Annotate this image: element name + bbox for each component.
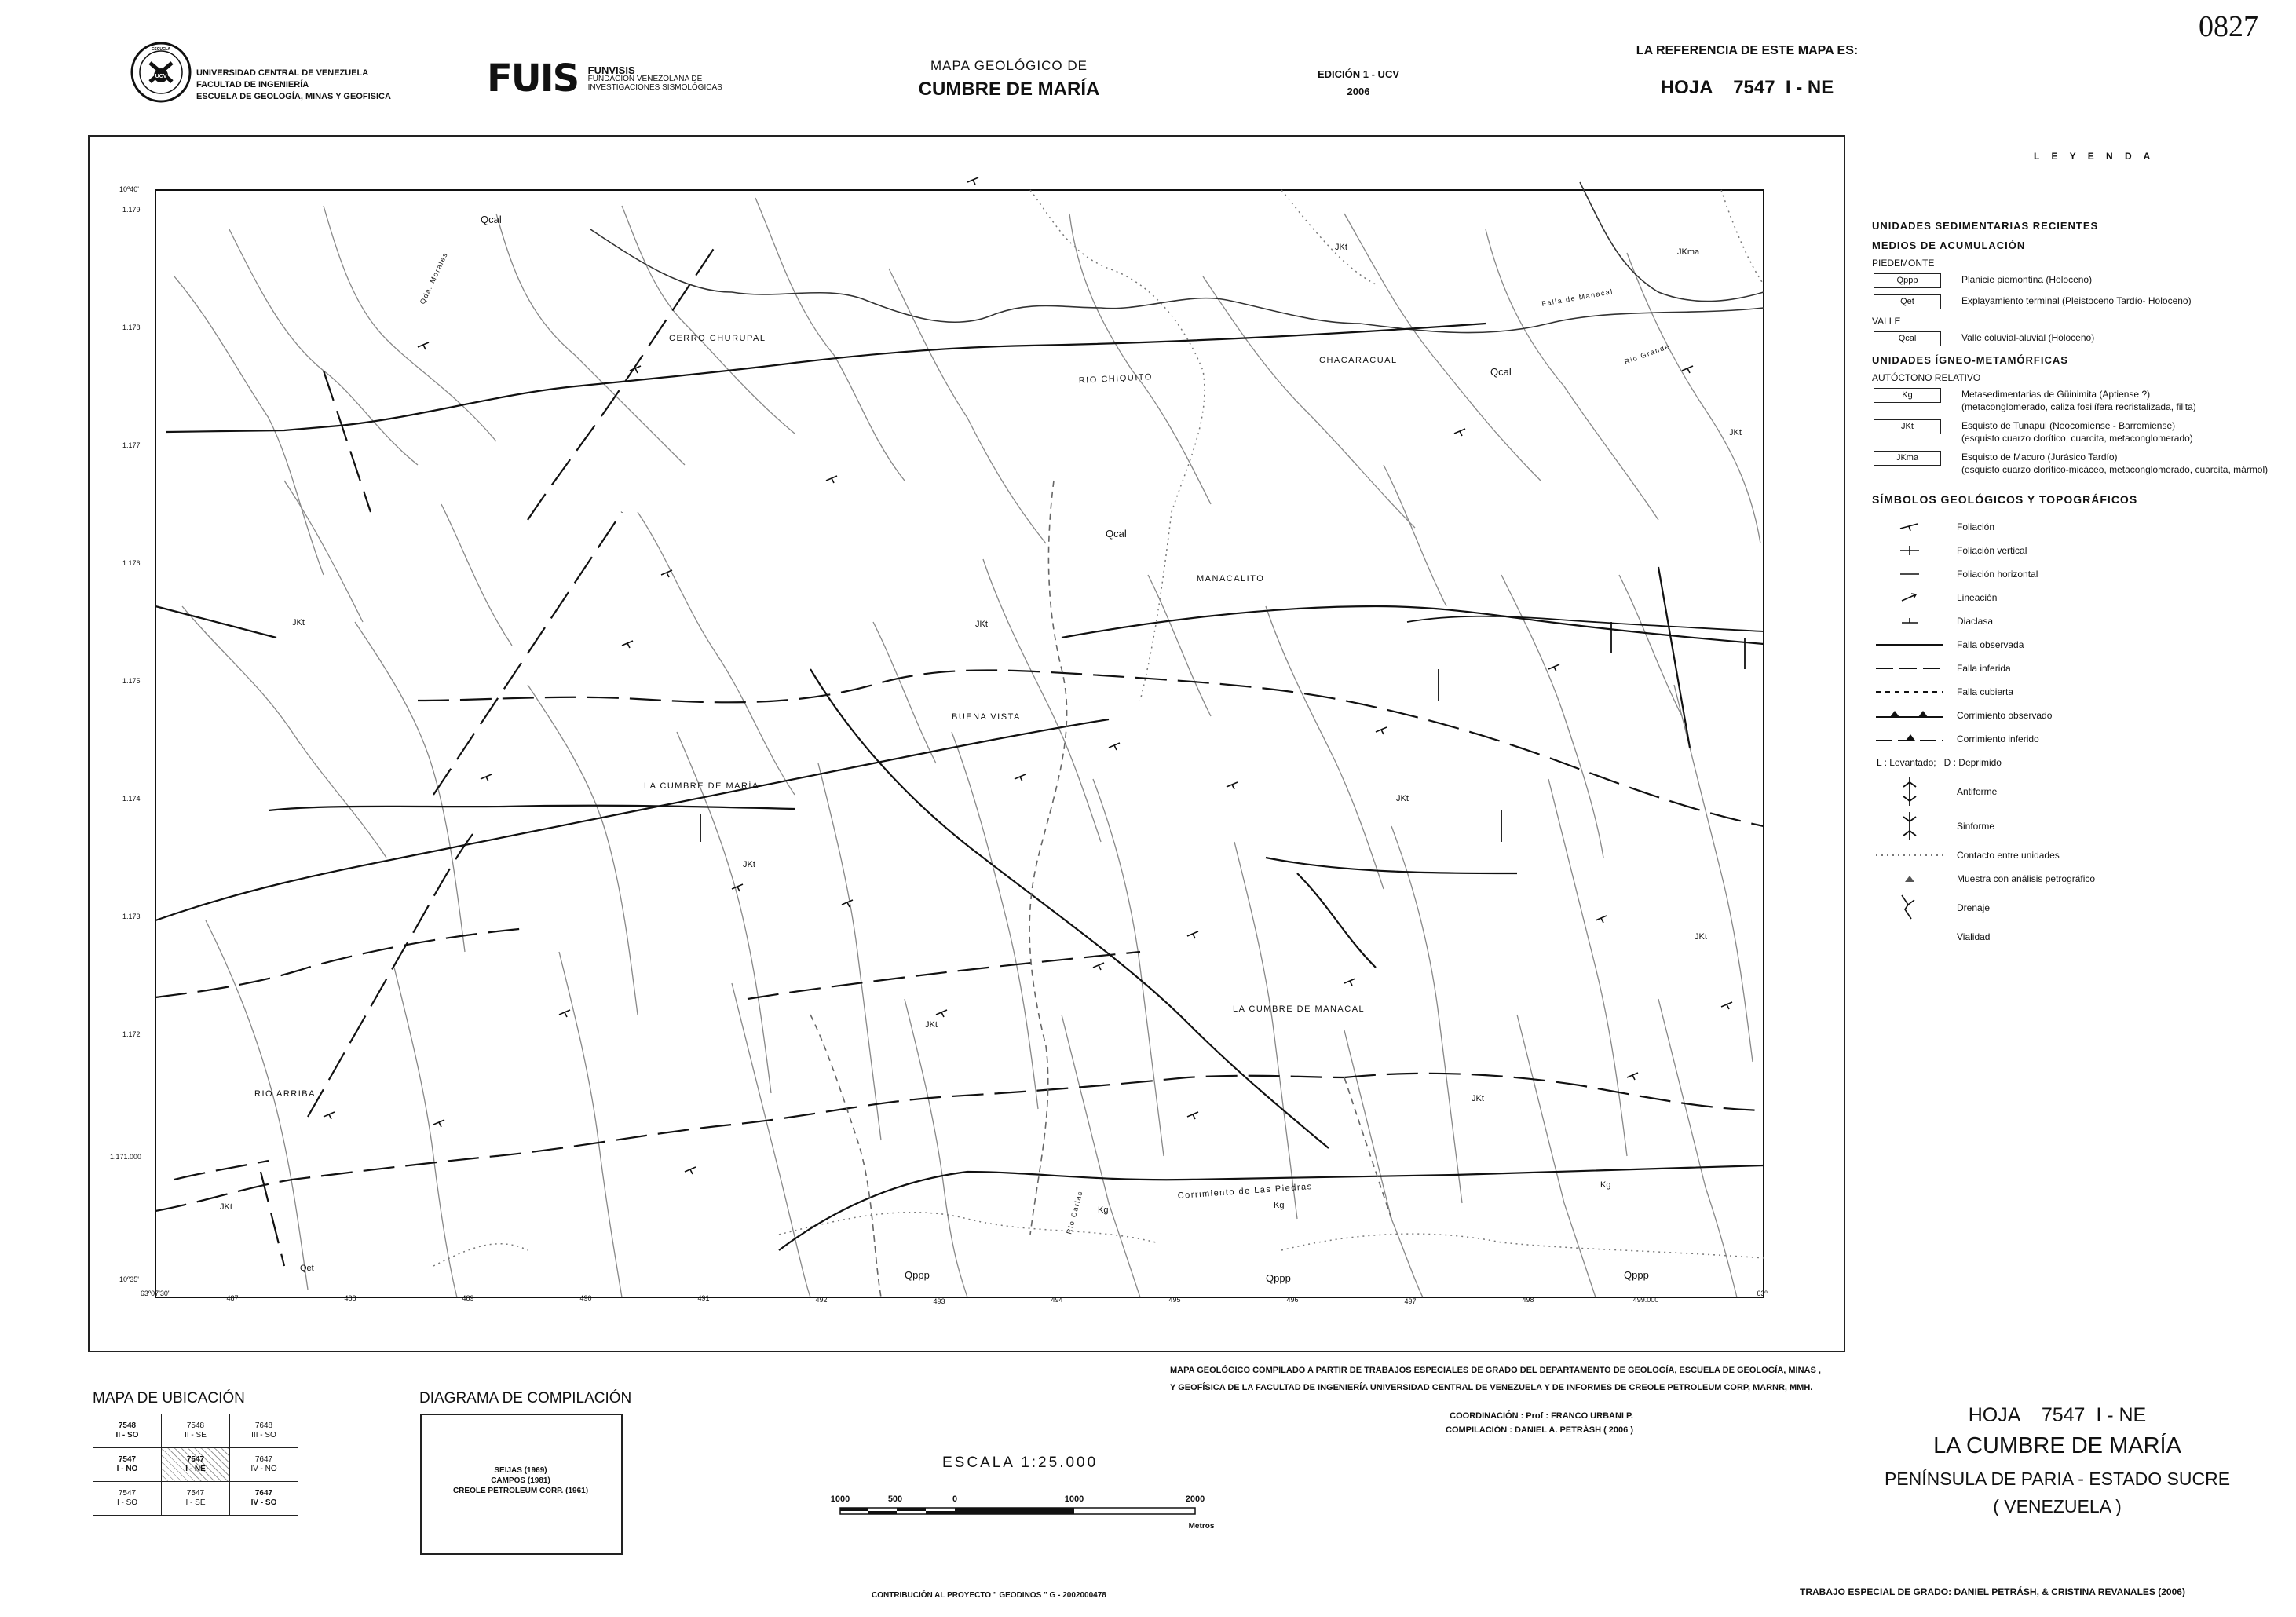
scale-tick-label: 0 [952,1494,958,1504]
symbol-row [1870,680,2294,704]
compilation-diagram-title: DIAGRAMA DE COMPILACIÓN [419,1390,632,1407]
symbol-row [1870,774,2294,809]
symbol-label: Antiforme [1957,786,1998,797]
unit-desc: Valle coluvial-aluvial (Holoceno) [1961,332,2095,343]
lineation-icon [1894,590,1925,605]
legend-heading: UNIDADES SEDIMENTARIAS RECIENTES [1872,220,2099,232]
symbol-row [1870,586,2294,609]
symbol-row [1870,539,2294,562]
unit-label: Kg [1274,1201,1285,1210]
map-label: MAPA GEOLÓGICO DE [930,58,1088,73]
place-name: Qda. Morales [418,251,450,305]
vertical-foliation-icon [1894,543,1925,558]
credits-line-1: MAPA GEOLÓGICO COMPILADO A PARTIR DE TRABAJOS ESPECIALES DE GRADO DEL DEPARTAMENTO DE GEOLOGÍA, ESCUELA DE GEOLOGÍA, MINAS , [1170,1366,1821,1375]
scale-bar [817,1491,1225,1538]
unit-code: Qet [1874,294,1941,309]
unit-label: JKt [1472,1094,1484,1103]
compilation-credits [1170,1362,1845,1396]
antiform-icon [1894,776,1925,807]
lon-label: 495 [1168,1296,1181,1304]
fold-axes [700,616,1764,842]
scale-tick-label: 1000 [1064,1494,1084,1504]
coordination: COORDINACIÓN : Prof : FRANCO URBANI P. [1450,1411,1633,1421]
unit-label: JKt [1396,794,1409,803]
lon-label: 492 [815,1296,828,1304]
lat-label: 1.178 [122,324,141,331]
symbol-row [1870,843,2294,867]
coordination-credits [1335,1409,1633,1437]
svg-text:ESCUELA: ESCUELA [152,47,170,52]
unit-label: JKt [1695,932,1707,942]
scale-tick-label: 1000 [830,1494,850,1504]
inferred-thrust-icon [1874,731,1945,747]
symbol-row [1870,925,2294,949]
map-name: CUMBRE DE MARÍA [918,79,1100,100]
legend-heading: UNIDADES ÍGNEO-METAMÓRFICAS [1872,354,2068,366]
unit-label: Qet [300,1264,314,1273]
grid-cell: 7647 IV - NO [230,1448,298,1482]
svg-text:UCV: UCV [155,74,167,79]
edition-year: 2006 [1347,86,1370,97]
legend-unit-kg [1870,388,2294,413]
symbol-row [1870,809,2294,843]
map-title-block [864,58,1154,101]
thesis-authors: TRABAJO ESPECIAL DE GRADO: DANIEL PETRÁSH, & CRISTINA REVANALES (2006) [1800,1586,2185,1597]
place-name: RIO ARRIBA [254,1089,316,1099]
unit-desc-detail: (metaconglomerado, caliza fosilífera recristalizada, filita) [1961,401,2196,412]
covered-fault-icon [1874,684,1945,700]
ucv-logo [130,41,192,104]
grid-cell: 7647 IV - SO [230,1482,298,1516]
unit-label: Kg [1098,1205,1109,1215]
university-line-3: ESCUELA DE GEOLOGÍA, MINAS Y GEOFISICA [196,92,391,101]
synform-icon [1894,810,1925,842]
symbol-label: Lineación [1957,592,1998,603]
lon-label: 489 [462,1294,474,1302]
place-name: MANACALITO [1197,574,1265,584]
symbol-row [1870,562,2294,586]
edition: EDICIÓN 1 - UCV [1317,68,1399,80]
grid-cell: 7648 III - SO [230,1414,298,1448]
source: SEIJAS (1969) [494,1466,547,1475]
symbols-heading: SÍMBOLOS GEOLÓGICOS Y TOPOGRÁFICOS [1872,493,2138,506]
symbol-row [1870,704,2294,727]
geologic-map [88,135,1845,1352]
place-name: LA CUMBRE DE MARÍA [644,781,759,791]
symbol-label: Foliación [1957,521,1995,532]
symbol-list [1870,515,2294,949]
reference-value: HOJA 7547 I - NE [1660,77,1834,98]
unit-desc: Esquisto de Tunapui (Neocomiense - Barremiense) [1961,420,2176,431]
lon-label: 63º07'30" [140,1290,171,1297]
lon-label: 493 [933,1297,945,1305]
contact-icon [1874,847,1945,863]
drainage-icon [1894,892,1925,924]
unit-label: JKt [292,618,305,627]
legend-unit-qcal [1870,331,2294,346]
foliation-symbols [324,177,1732,1174]
scale-unit: Metros [1188,1522,1215,1531]
symbol-label: Corrimiento inferido [1957,734,2039,744]
funvisis-sub-1: FUNDACION VENEZOLANA DE [587,74,703,83]
scale-tick-label: 500 [887,1494,903,1504]
unit-code: JKma [1874,451,1941,466]
lon-label: 488 [344,1294,356,1302]
lat-label: 10º35' [119,1275,140,1283]
funvisis-logo [487,57,722,101]
symbol-row [1870,609,2294,633]
unit-label: Qcal [1490,366,1512,378]
symbol-label: Foliación horizontal [1957,569,2038,580]
source: CAMPOS (1981) [491,1476,550,1485]
place-name: Corrimiento de Las Piedras [1177,1182,1314,1201]
sample-icon [1894,871,1925,887]
latitude-labels [110,185,141,1283]
compilation-sources [420,1465,621,1496]
legend-unit-jkma [1870,451,2294,476]
symbol-label: Foliación vertical [1957,545,2027,556]
unit-label: JKt [220,1202,232,1212]
legend [1870,212,2294,949]
lon-label: 491 [697,1294,710,1302]
sheet-name: LA CUMBRE DE MARÍA [1933,1433,2181,1458]
university-line-1: UNIVERSIDAD CENTRAL DE VENEZUELA [196,68,369,78]
sheet-title-block [1845,1404,2269,1517]
unit-label: Qppp [1266,1272,1291,1284]
sheet-code: 0827 [2199,10,2258,43]
reference-block [1602,44,1892,99]
unit-label: Qppp [905,1269,930,1281]
grid-cell: 7548 II - SO [93,1414,162,1448]
source: CREOLE PETROLEUM CORP. (1961) [452,1487,589,1495]
lat-label: 1.174 [122,795,141,803]
compilation: COMPILACIÓN : DANIEL A. PETRÁSH ( 2006 ) [1446,1425,1633,1435]
project-contribution: CONTRIBUCIÓN AL PROYECTO " GEODINOS " G - 2002000478 [872,1591,1106,1600]
lat-label: 1.172 [122,1030,141,1038]
symbol-label: Falla cubierta [1957,686,2014,697]
lon-label: 494 [1051,1296,1063,1304]
grid-cell-current: 7547 I - NE [162,1448,230,1482]
place-name: Falla de Manacal [1541,287,1614,308]
symbol-label: Falla observada [1957,639,2024,650]
roads [810,481,1391,1297]
credits-line-2: Y GEOFÍSICA DE LA FACULTAD DE INGENIERÍA UNIVERSIDAD CENTRAL DE VENEZUELA Y DE INFORMES DE CREOLE PETROLEUM CORP, MARNR, MMH. [1170,1383,1813,1392]
lon-label: 498 [1522,1296,1534,1304]
university-block [196,68,391,103]
symbol-label: Drenaje [1957,902,1991,913]
unit-desc: Metasedimentarias de Güinimita (Aptiense ?) [1961,389,2151,400]
place-name: BUENA VISTA [952,712,1021,722]
symbol-label: Falla inferida [1957,663,2011,674]
lat-label: 1.175 [122,677,141,685]
lat-label: 1.179 [122,206,141,214]
observed-thrust-icon [1874,708,1945,723]
lon-label: 490 [579,1294,592,1302]
place-name: LA CUMBRE DE MANACAL [1233,1004,1366,1014]
place-name: CERRO CHURUPAL [669,334,766,343]
funvisis-name: FUNVISIS [587,64,635,76]
lat-label: 10º40' [119,185,140,193]
inferred-fault-icon [1874,660,1945,676]
horizontal-foliation-icon [1894,566,1925,582]
legend-unit-qet [1870,294,2294,309]
lat-label: 1.173 [122,913,141,920]
symbol-row [1870,657,2294,680]
lon-label: 497 [1404,1297,1417,1305]
lat-label: 1.171.000 [110,1153,142,1161]
symbol-label: Diaclasa [1957,616,1994,627]
foliation-icon [1894,519,1925,535]
unit-code: Qcal [1874,331,1941,346]
place-name: RIO CHIQUITO [1078,372,1153,386]
grid-cell: 7547 I - SO [93,1482,162,1516]
location-map-title: MAPA DE UBICACIÓN [93,1390,245,1407]
funvisis-mark: FUIS [487,57,579,101]
place-name: Rio Carlas [1065,1189,1084,1235]
unit-code: JKt [1874,419,1941,434]
inferred-faults [155,245,1764,1266]
lat-label: 1.177 [122,441,141,449]
unit-label: Qppp [1624,1269,1649,1281]
map-neatline [155,190,1764,1297]
sheet-region: PENÍNSULA DE PARIA - ESTADO SUCRE [1884,1469,2231,1489]
funvisis-sub-2: INVESTIGACIONES SISMOLÓGICAS [587,82,722,92]
grid-cell: 7547 I - NO [93,1448,162,1482]
unit-label: Kg [1600,1180,1611,1190]
symbol-label: Sinforme [1957,821,1995,832]
symbol-label: L : Levantado; D : Deprimido [1877,757,2002,768]
unit-label: JKt [925,1020,938,1030]
place-name: Rio Grande [1623,342,1672,366]
symbol-row [1870,891,2294,925]
legend-unit-jkt [1870,419,2294,444]
symbol-row [1870,515,2294,539]
place-names [254,251,1671,1235]
unit-label: Qcal [481,214,502,225]
unit-label: JKma [1677,247,1700,257]
unit-label: JKt [1335,243,1347,252]
unit-code: Kg [1874,388,1941,403]
scale-label: ESCALA 1:25.000 [942,1454,1099,1471]
lat-label: 1.176 [122,559,141,567]
university-line-2: FACULTAD DE INGENIERÍA [196,80,309,90]
legend-subheading: PIEDEMONTE [1872,258,1935,269]
sheet-id: HOJA 7547 I - NE [1968,1404,2147,1426]
unit-desc: Planicie piemontina (Holoceno) [1961,274,2093,285]
grid-cell: 7547 I - SE [162,1482,230,1516]
main-rivers [590,182,1764,333]
symbol-label: Contacto entre unidades [1957,850,2060,861]
grid-cell: 7548 II - SE [162,1414,230,1448]
lon-label: 499.000 [1632,1296,1659,1304]
unit-label: JKt [1729,428,1742,437]
observed-fault-icon [1874,637,1945,653]
road-icon [1874,929,1945,945]
unit-desc-detail: (esquisto cuarzo clorítico-micáceo, metaconglomerado, cuarcita, mármol) [1961,464,2269,475]
lon-label: 496 [1286,1296,1299,1304]
joint-icon [1894,613,1925,629]
unit-label: JKt [743,860,755,869]
unit-label: Qcal [1106,528,1127,540]
lon-label: 63º [1757,1290,1768,1297]
location-map-grid [93,1414,298,1516]
symbol-row [1870,633,2294,657]
unit-desc-detail: (esquisto cuarzo clorítico, cuarcita, metaconglomerado) [1961,433,2193,444]
symbol-label: Corrimiento observado [1957,710,2053,721]
unit-desc: Esquisto de Macuro (Jurásico Tardío) [1961,452,2118,463]
edition-block [1288,66,1429,101]
unit-label: JKt [975,620,988,629]
unit-code: Qppp [1874,273,1941,288]
place-name: CHACARACUAL [1319,356,1398,365]
symbol-row [1870,727,2294,751]
unit-desc: Explayamiento terminal (Pleistoceno Tardío- Holoceno) [1961,295,2192,306]
lon-label: 487 [226,1294,239,1302]
symbol-row [1870,867,2294,891]
unit-contacts [433,190,1764,1266]
scale-tick-label: 2000 [1185,1494,1205,1504]
symbol-row [1870,751,2294,774]
legend-subheading: VALLE [1872,316,1901,327]
sheet-country: ( VENEZUELA ) [1993,1496,2122,1516]
legend-subheading: AUTÓCTONO RELATIVO [1872,372,1981,383]
unit-labels [220,214,1742,1284]
reference-label: LA REFERENCIA DE ESTE MAPA ES: [1636,44,1859,57]
legend-title: L E Y E N D A [2034,151,2155,162]
legend-heading: MEDIOS DE ACUMULACIÓN [1872,240,2026,251]
legend-unit-qppp [1870,273,2294,288]
symbol-label: Muestra con análisis petrográfico [1957,873,2096,884]
symbol-label: Vialidad [1957,931,1991,942]
